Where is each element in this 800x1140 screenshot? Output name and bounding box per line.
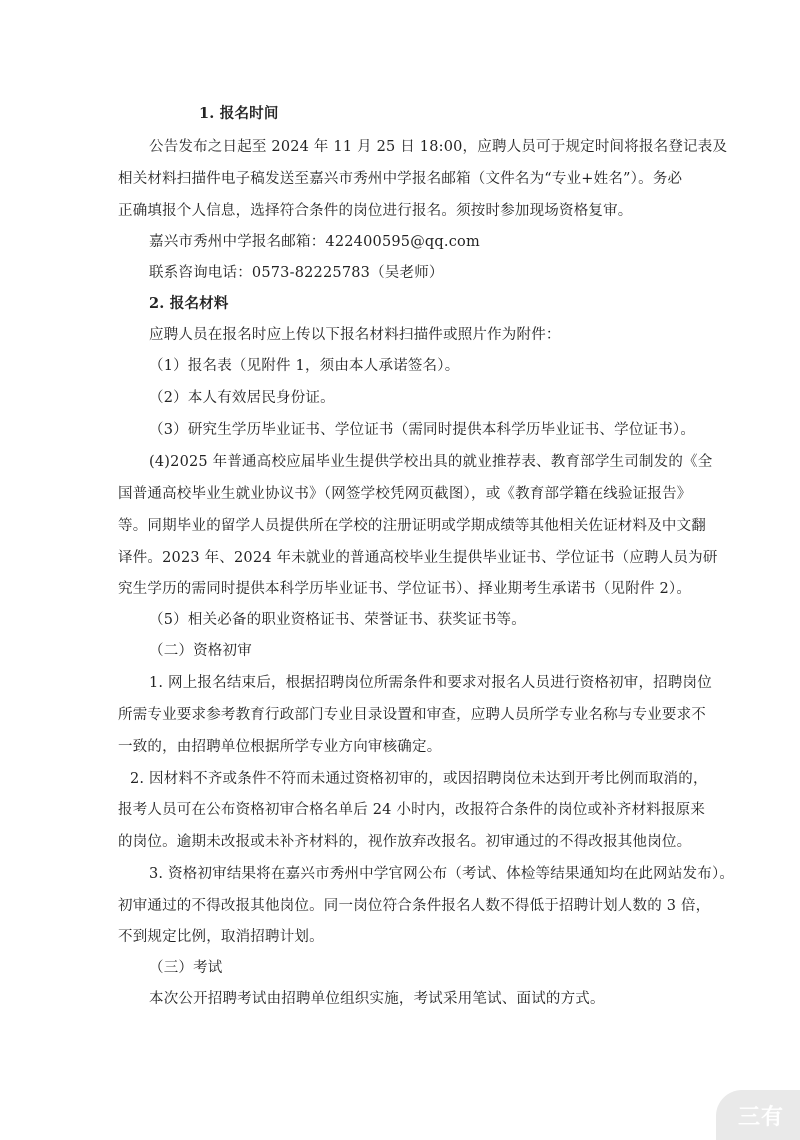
- paragraph-line: 国普通高校毕业生就业协议书》（网签学校凭网页截图），或《教育部学籍在线验证报告》: [118, 486, 692, 502]
- paragraph-line: 应聘人员在报名时应上传以下报名材料扫描件或照片作为附件：: [149, 327, 561, 343]
- paragraph-line: 等。同期毕业的留学人员提供所在学校的注册证明或学期成绩等其他相关佐证材料及中文翻: [118, 518, 706, 534]
- paragraph-line: 正确填报个人信息，选择符合条件的岗位进行报名。须按时参加现场资格复审。: [118, 203, 633, 219]
- paragraph-line: 所需专业要求参考教育行政部门专业目录设置和审查，应聘人员所学专业名称与专业要求不: [118, 707, 706, 723]
- paragraph-line: 的岗位。逾期未改报或未补齐材料的，视作放弃改报名。初审通过的不得改报其他岗位。: [118, 834, 692, 850]
- heading-registration-time: 1. 报名时间: [199, 105, 279, 122]
- paragraph-line: 报考人员可在公布资格初审合格名单后 24 小时内，改报符合条件的岗位或补齐材料报原来: [118, 802, 706, 818]
- paragraph-line: 一致的，由招聘单位根据所学专业方向审核确定。: [118, 739, 442, 755]
- paragraph-line: 究生学历的需同时提供本科学历毕业证书、学位证书）、择业期考生承诺书（见附件 2）。: [118, 581, 692, 597]
- list-item: （3）研究生学历毕业证书、学位证书（需同时提供本科学历毕业证书、学位证书）。: [149, 422, 696, 438]
- paragraph-line: 2. 因材料不齐或条件不符而未通过资格初审的，或因招聘岗位未达到开考比例而取消的，: [130, 771, 708, 787]
- paragraph-line: 本次公开招聘考试由招聘单位组织实施，考试采用笔试、面试的方式。: [149, 991, 605, 1007]
- list-item: （5）相关必备的职业资格证书、荣誉证书、获奖证书等。: [149, 612, 526, 628]
- phone-line: 联系咨询电话：0573-82225783（吴老师）: [149, 265, 444, 281]
- list-item: (4)2025 年普通高校应届毕业生提供学校出具的就业推荐表、教育部学生司制发的《全: [149, 454, 713, 470]
- paragraph-line: 相关材料扫描件电子稿发送至嘉兴市秀州中学报名邮箱（文件名为“专业+姓名”）。务必: [118, 171, 683, 187]
- heading-qualification-review: （二）资格初审: [149, 643, 252, 659]
- watermark-text: 三有: [738, 1105, 785, 1130]
- email-line: 嘉兴市秀州中学报名邮箱：422400595@qq.com: [149, 234, 480, 250]
- paragraph-line: 1. 网上报名结束后，根据招聘岗位所需条件和要求对报名人员进行资格初审，招聘岗位: [149, 675, 712, 691]
- heading-registration-materials: 2. 报名材料: [149, 295, 229, 312]
- paragraph-line: 不到规定比例，取消招聘计划。: [118, 929, 324, 945]
- paragraph-line: 公告发布之日起至 2024 年 11 月 25 日 18:00，应聘人员可于规定时间将报名登记表及: [149, 139, 728, 155]
- paragraph-line: 初审通过的不得改报其他岗位。同一岗位符合条件报名人数不得低于招聘计划人数的 3 倍，: [118, 898, 711, 914]
- watermark-logo: [716, 1090, 800, 1140]
- heading-exam: （三）考试: [149, 960, 223, 976]
- paragraph-line: 3. 资格初审结果将在嘉兴市秀州中学官网公布（考试、体检等结果通知均在此网站发布）。: [149, 866, 735, 882]
- list-item: （2）本人有效居民身份证。: [149, 390, 335, 406]
- paragraph-line: 译件。2023 年、2024 年未就业的普通高校毕业生提供毕业证书、学位证书（应聘人员为研: [118, 550, 718, 566]
- list-item: （1）报名表（见附件 1，须由本人承诺签名）。: [149, 358, 460, 374]
